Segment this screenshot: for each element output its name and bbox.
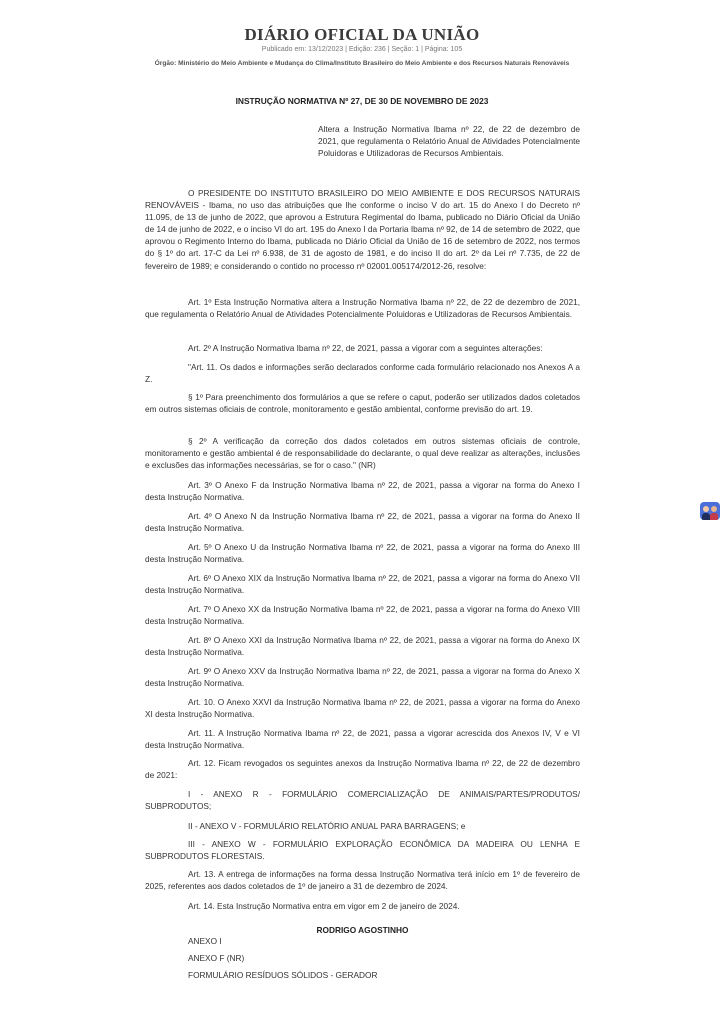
- avatar-body-right: [710, 513, 718, 520]
- paragraph-art-8: [145, 634, 580, 658]
- masthead-title: DIÁRIO OFICIAL DA UNIÃO: [244, 25, 480, 44]
- paragraph-art-11-quote: [145, 361, 580, 385]
- paragraph-text: Art. 2º A Instrução Normativa Ibama nº 22, de 2021, passa a vigorar com a seguintes alterações:: [188, 343, 543, 353]
- preamble-text: O PRESIDENTE DO INSTITUTO BRASILEIRO DO MEIO AMBIENTE E DOS RECURSOS NATURAIS RENOVÁVEIS - Ibama, no uso das atribuições que lhe conforme o inciso V do art. 15 do Anexo I do Decreto nº 11.095, de 13 de junho de 2022, que aprovou a Estrutura Regimental do Ibama, publicado no Diário Oficial da União de 14 de junho de 2022, e o inciso VI do art. 195 do Anexo I da Portaria Ibama nº 92, de 14 de setembro de 2022, que aprovou o Regimento Interno do Ibama, publicada no Diário Oficial da União de 16 de setembro de 2022, nos termos do § 1º do art. 17-C da Lei nº 6.938, de 31 de agosto de 1981, e do inciso II do art. 2º da Lei nº 7.735, de 22 de fevereiro de 1989; e considerando o contido no processo nº 02001.005174/2012-26, resolve:: [145, 188, 580, 271]
- paragraph-text: Art. 3º O Anexo F da Instrução Normativa Ibama nº 22, de 2021, passa a vigorar na forma do Anexo I desta Instrução Normativa.: [145, 480, 580, 503]
- avatar-body-left: [702, 513, 710, 520]
- paragraph-text: Art. 5º O Anexo U da Instrução Normativa Ibama nº 22, de 2021, passa a vigorar na forma do Anexo III desta Instrução Normativa.: [145, 542, 580, 565]
- paragraph-text: Art. 9º O Anexo XXV da Instrução Normativa Ibama nº 22, de 2021, passa a vigorar na forma do Anexo X desta Instrução Normativa.: [145, 666, 580, 689]
- paragraph-art-14: [145, 900, 580, 912]
- paragraph-art-3: [145, 479, 580, 503]
- signature: RODRIGO AGOSTINHO: [316, 925, 409, 935]
- paragraph-text: Art. 10. O Anexo XXVI da Instrução Normativa Ibama nº 22, de 2021, passa a vigorar na forma do Anexo XI desta Instrução Normativa.: [145, 697, 580, 720]
- avatar-face-right: [711, 506, 717, 512]
- paragraph-text: Art. 13. A entrega de informações na forma dessa Instrução Normativa terá início em 1º de fevereiro de 2025, referentes aos dados coletados de 1º de janeiro a 31 de dezembro de 2024.: [145, 869, 580, 892]
- paragraph-item-i: [145, 788, 580, 812]
- paragraph-text: Art. 12. Ficam revogados os seguintes anexos da Instrução Normativa Ibama nº 22, de 22 de dezembro de 2021:: [145, 758, 580, 781]
- annex-form-title: FORMULÁRIO RESÍDUOS SÓLIDOS - GERADOR: [188, 970, 378, 980]
- paragraph-item-ii: [145, 820, 580, 832]
- paragraph-art-11: [145, 727, 580, 751]
- paragraph-text: I - ANEXO R - FORMULÁRIO COMERCIALIZAÇÃO DE ANIMAIS/PARTES/PRODUTOS/ SUBPRODUTOS;: [145, 789, 580, 812]
- paragraph-text: Art. 11. A Instrução Normativa Ibama nº 22, de 2021, passa a vigorar acrescida dos Anexos IV, V e VI desta Instrução Normativa.: [145, 728, 580, 751]
- issuing-body: Órgão: Ministério do Meio Ambiente e Mudança do Clima/Instituto Brasileiro do Meio Ambiente e dos Recursos Naturais Renováveis: [154, 60, 570, 67]
- paragraph-text: § 2º A verificação da correção dos dados coletados em outros sistemas oficiais de controle, monitoramento e gestão ambiental é de responsabilidade do declarante, o qual deve realizar as alterações, inclusões e exclusões das informações necessárias, se for o caso." (NR): [145, 436, 580, 471]
- paragraph-text: Art. 6º O Anexo XIX da Instrução Normativa Ibama nº 22, de 2021, passa a vigorar na forma do Anexo VII desta Instrução Normativa.: [145, 573, 580, 596]
- paragraph-text: II - ANEXO V - FORMULÁRIO RELATÓRIO ANUAL PARA BARRAGENS; e: [188, 821, 466, 831]
- paragraph-text: Art. 14. Esta Instrução Normativa entra em vigor em 2 de janeiro de 2024.: [188, 901, 460, 911]
- paragraph-text: "Art. 11. Os dados e informações serão declarados conforme cada formulário relacionado nos Anexos A a Z.: [145, 362, 580, 385]
- preamble: [145, 187, 580, 272]
- paragraph-art-1: [145, 296, 580, 320]
- ementa: Altera a Instrução Normativa Ibama nº 22, de 22 de dezembro de 2021, que regulamenta o Relatório Anual de Atividades Potencialmente Poluidoras e Utilizadoras de Recursos Ambientais.: [318, 124, 580, 159]
- accessibility-avatar-icon[interactable]: [700, 502, 720, 520]
- paragraph-text: III - ANEXO W - FORMULÁRIO EXPLORAÇÃO ECONÔMICA DA MADEIRA OU LENHA E SUBPRODUTOS FLORESTAIS.: [145, 839, 580, 862]
- paragraph-text: Art. 1º Esta Instrução Normativa altera a Instrução Normativa Ibama nº 22, de 22 de dezembro de 2021, que regulamenta o Relatório Anual de Atividades Potencialmente Poluidoras e Utilizadoras de Recursos Ambientais.: [145, 297, 580, 320]
- paragraph-art-6: [145, 572, 580, 596]
- paragraph-art-10: [145, 696, 580, 720]
- paragraph-section-1: [145, 391, 580, 415]
- document-title: INSTRUÇÃO NORMATIVA Nº 27, DE 30 DE NOVEMBRO DE 2023: [235, 96, 489, 106]
- publication-meta: Publicado em: 13/12/2023 | Edição: 236 | Seção: 1 | Página: 105: [261, 46, 463, 53]
- paragraph-text: Art. 7º O Anexo XX da Instrução Normativa Ibama nº 22, de 2021, passa a vigorar na forma do Anexo VIII desta Instrução Normativa.: [145, 604, 580, 627]
- paragraph-art-2: [145, 342, 580, 354]
- paragraph-text: Art. 8º O Anexo XXI da Instrução Normativa Ibama nº 22, de 2021, passa a vigorar na forma do Anexo IX desta Instrução Normativa.: [145, 635, 580, 658]
- paragraph-art-5: [145, 541, 580, 565]
- paragraph-art-12: [145, 757, 580, 781]
- paragraph-section-2: [145, 435, 580, 471]
- annex-subheading: ANEXO F (NR): [188, 953, 245, 963]
- paragraph-art-4: [145, 510, 580, 534]
- paragraph-item-iii: [145, 838, 580, 862]
- paragraph-art-13: [145, 868, 580, 892]
- paragraph-art-9: [145, 665, 580, 689]
- avatar-face-left: [703, 506, 709, 512]
- paragraph-text: Art. 4º O Anexo N da Instrução Normativa Ibama nº 22, de 2021, passa a vigorar na forma do Anexo II desta Instrução Normativa.: [145, 511, 580, 534]
- paragraph-art-7: [145, 603, 580, 627]
- annex-heading: ANEXO I: [188, 936, 222, 946]
- paragraph-text: § 1º Para preenchimento dos formulários a que se refere o caput, poderão ser utilizados dados coletados em outros sistemas oficiais de controle, monitoramento e gestão ambiental, conforme previsão do art. 19.: [145, 392, 580, 415]
